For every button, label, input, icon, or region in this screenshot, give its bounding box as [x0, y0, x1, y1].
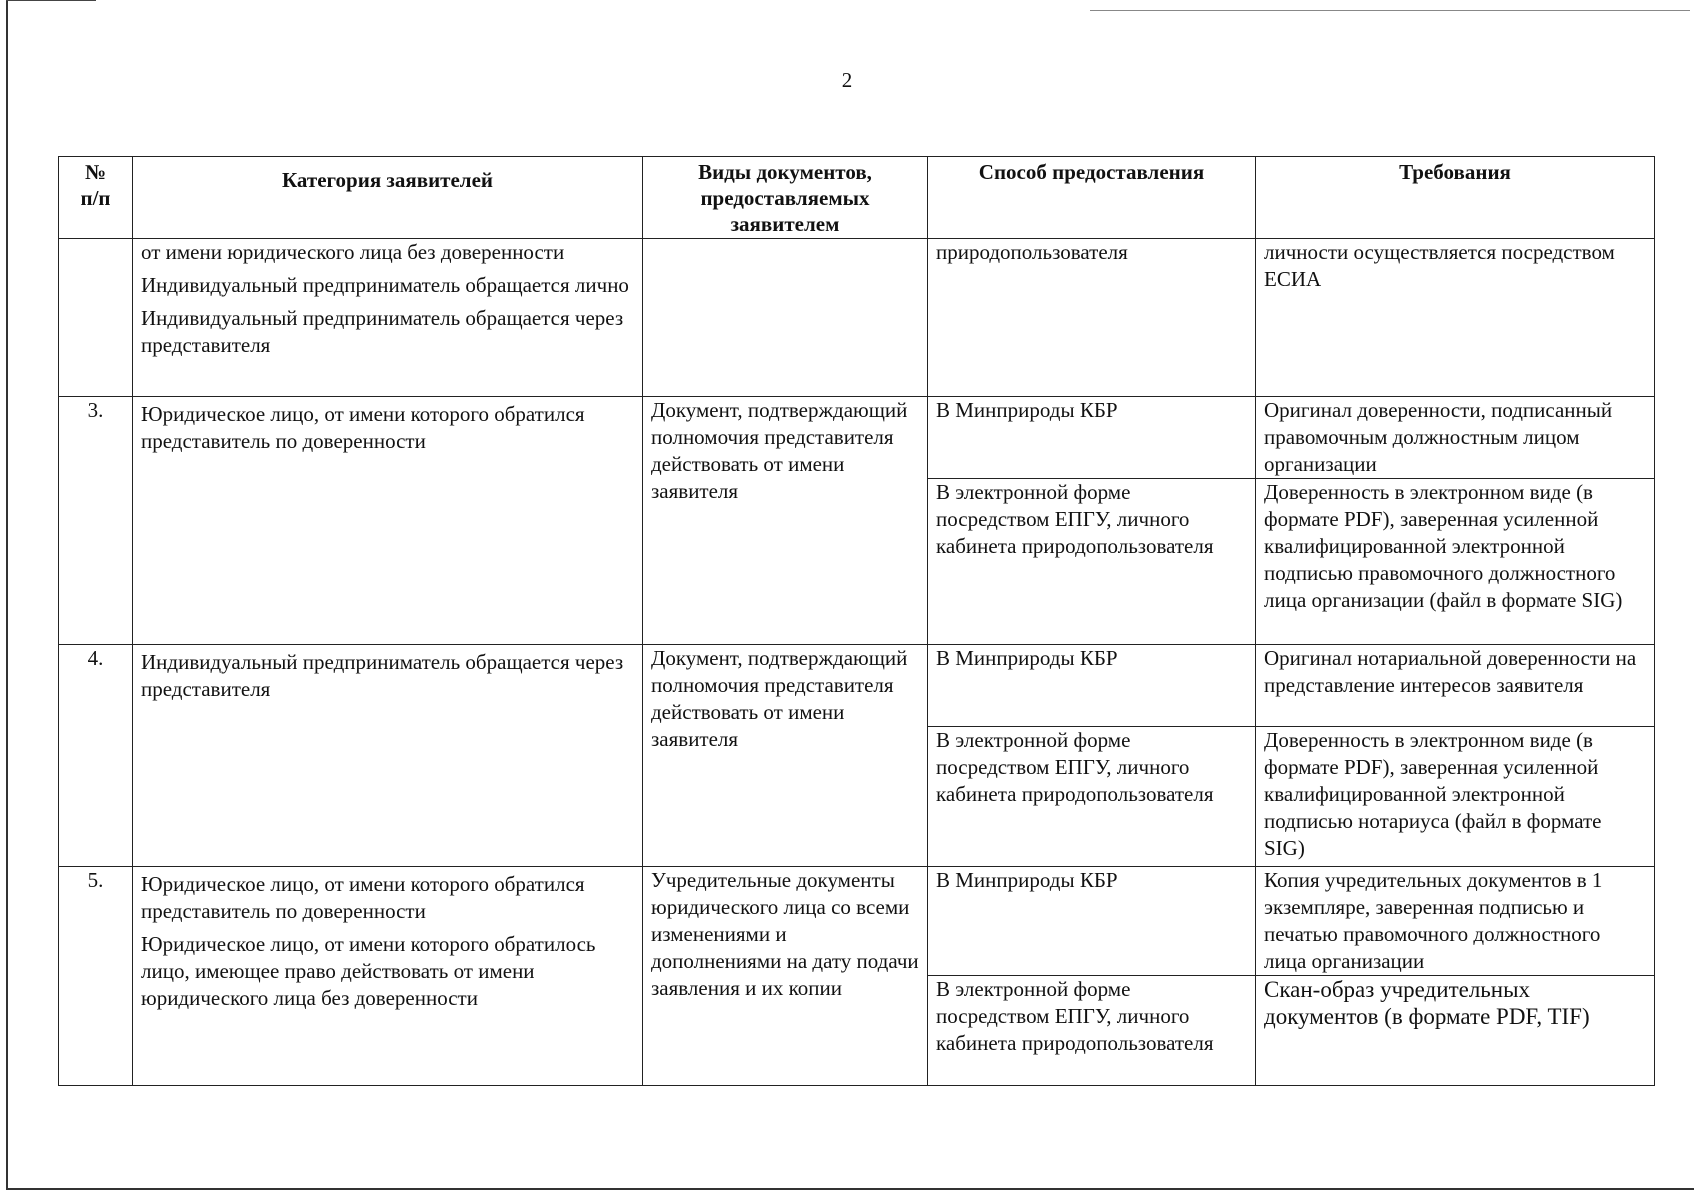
table-row-continued	[59, 239, 1655, 397]
cell-requirement: личности осуществляется посредством ЕСИА	[1256, 239, 1655, 397]
cell-num	[59, 239, 133, 397]
cell-category	[133, 645, 643, 867]
page-bottom-border	[6, 1188, 1694, 1190]
cell-method: В электронной форме посредством ЕПГУ, личного кабинета природопользователя	[928, 976, 1256, 1086]
header-category: Категория заявителей	[133, 157, 643, 239]
cell-category	[133, 397, 643, 645]
header-num: № п/п	[59, 157, 133, 239]
header-documents: Виды документов, предоставляемых заявителем	[643, 157, 928, 239]
page-left-border	[6, 0, 8, 1190]
cell-category	[133, 239, 643, 397]
cell-category	[133, 867, 643, 1086]
cell-requirement: Копия учредительных документов в 1 экземпляре, заверенная подписью и печатью правомочного должностного лица организации	[1256, 867, 1655, 976]
table-row	[59, 645, 1655, 727]
applicant-documents-table	[58, 156, 1655, 1086]
category-text: Индивидуальный предприниматель обращается через представителя	[141, 650, 624, 701]
page-top-mark	[6, 0, 96, 1]
page-number: 2	[841, 68, 853, 92]
cell-requirement: Скан-образ учредительных документов (в формате PDF, TIF)	[1256, 976, 1655, 1086]
table-row	[59, 867, 1655, 976]
cell-method: В Минприроды КБР	[928, 645, 1256, 727]
cell-documents: Учредительные документы юридического лица со всеми изменениями и дополнениями на дату подачи заявления и их копии	[643, 867, 928, 1086]
table-row	[59, 397, 1655, 479]
table-header-row	[59, 157, 1655, 239]
category-text: Индивидуальный предприниматель обращается через представителя	[141, 306, 624, 357]
cell-num: 5.	[59, 867, 133, 1086]
page-top-right-mark	[1090, 10, 1690, 11]
category-text: Юридическое лицо, от имени которого обратилось лицо, имеющее право действовать от имени юридического лица без доверенности	[141, 932, 596, 1010]
category-text: от имени юридического лица без доверенности	[141, 240, 565, 264]
cell-method: природопользователя	[928, 239, 1256, 397]
cell-method: В электронной форме посредством ЕПГУ, личного кабинета природопользователя	[928, 479, 1256, 645]
cell-method: В Минприроды КБР	[928, 397, 1256, 479]
cell-method: В Минприроды КБР	[928, 867, 1256, 976]
cell-documents: Документ, подтверждающий полномочия представителя действовать от имени заявителя	[643, 645, 928, 867]
header-method: Способ предоставления	[928, 157, 1256, 239]
category-text: Индивидуальный предприниматель обращается лично	[141, 273, 629, 297]
cell-requirement: Доверенность в электронном виде (в формате PDF), заверенная усиленной квалифицированной электронной подписью нотариуса (файл в формате SIG)	[1256, 727, 1655, 867]
cell-requirement: Оригинал нотариальной доверенности на представление интересов заявителя	[1256, 645, 1655, 727]
cell-num: 3.	[59, 397, 133, 645]
cell-requirement: Оригинал доверенности, подписанный правомочным должностным лицом организации	[1256, 397, 1655, 479]
cell-documents	[643, 239, 928, 397]
category-text: Юридическое лицо, от имени которого обратился представитель по доверенности	[141, 872, 585, 923]
cell-method: В электронной форме посредством ЕПГУ, личного кабинета природопользователя	[928, 727, 1256, 867]
category-text: Юридическое лицо, от имени которого обратился представитель по доверенности	[141, 402, 585, 453]
cell-documents: Документ, подтверждающий полномочия представителя действовать от имени заявителя	[643, 397, 928, 645]
cell-requirement: Доверенность в электронном виде (в формате PDF), заверенная усиленной квалифицированной электронной подписью правомочного должностного лица организации (файл в формате SIG)	[1256, 479, 1655, 645]
cell-num: 4.	[59, 645, 133, 867]
header-requirements: Требования	[1256, 157, 1655, 239]
